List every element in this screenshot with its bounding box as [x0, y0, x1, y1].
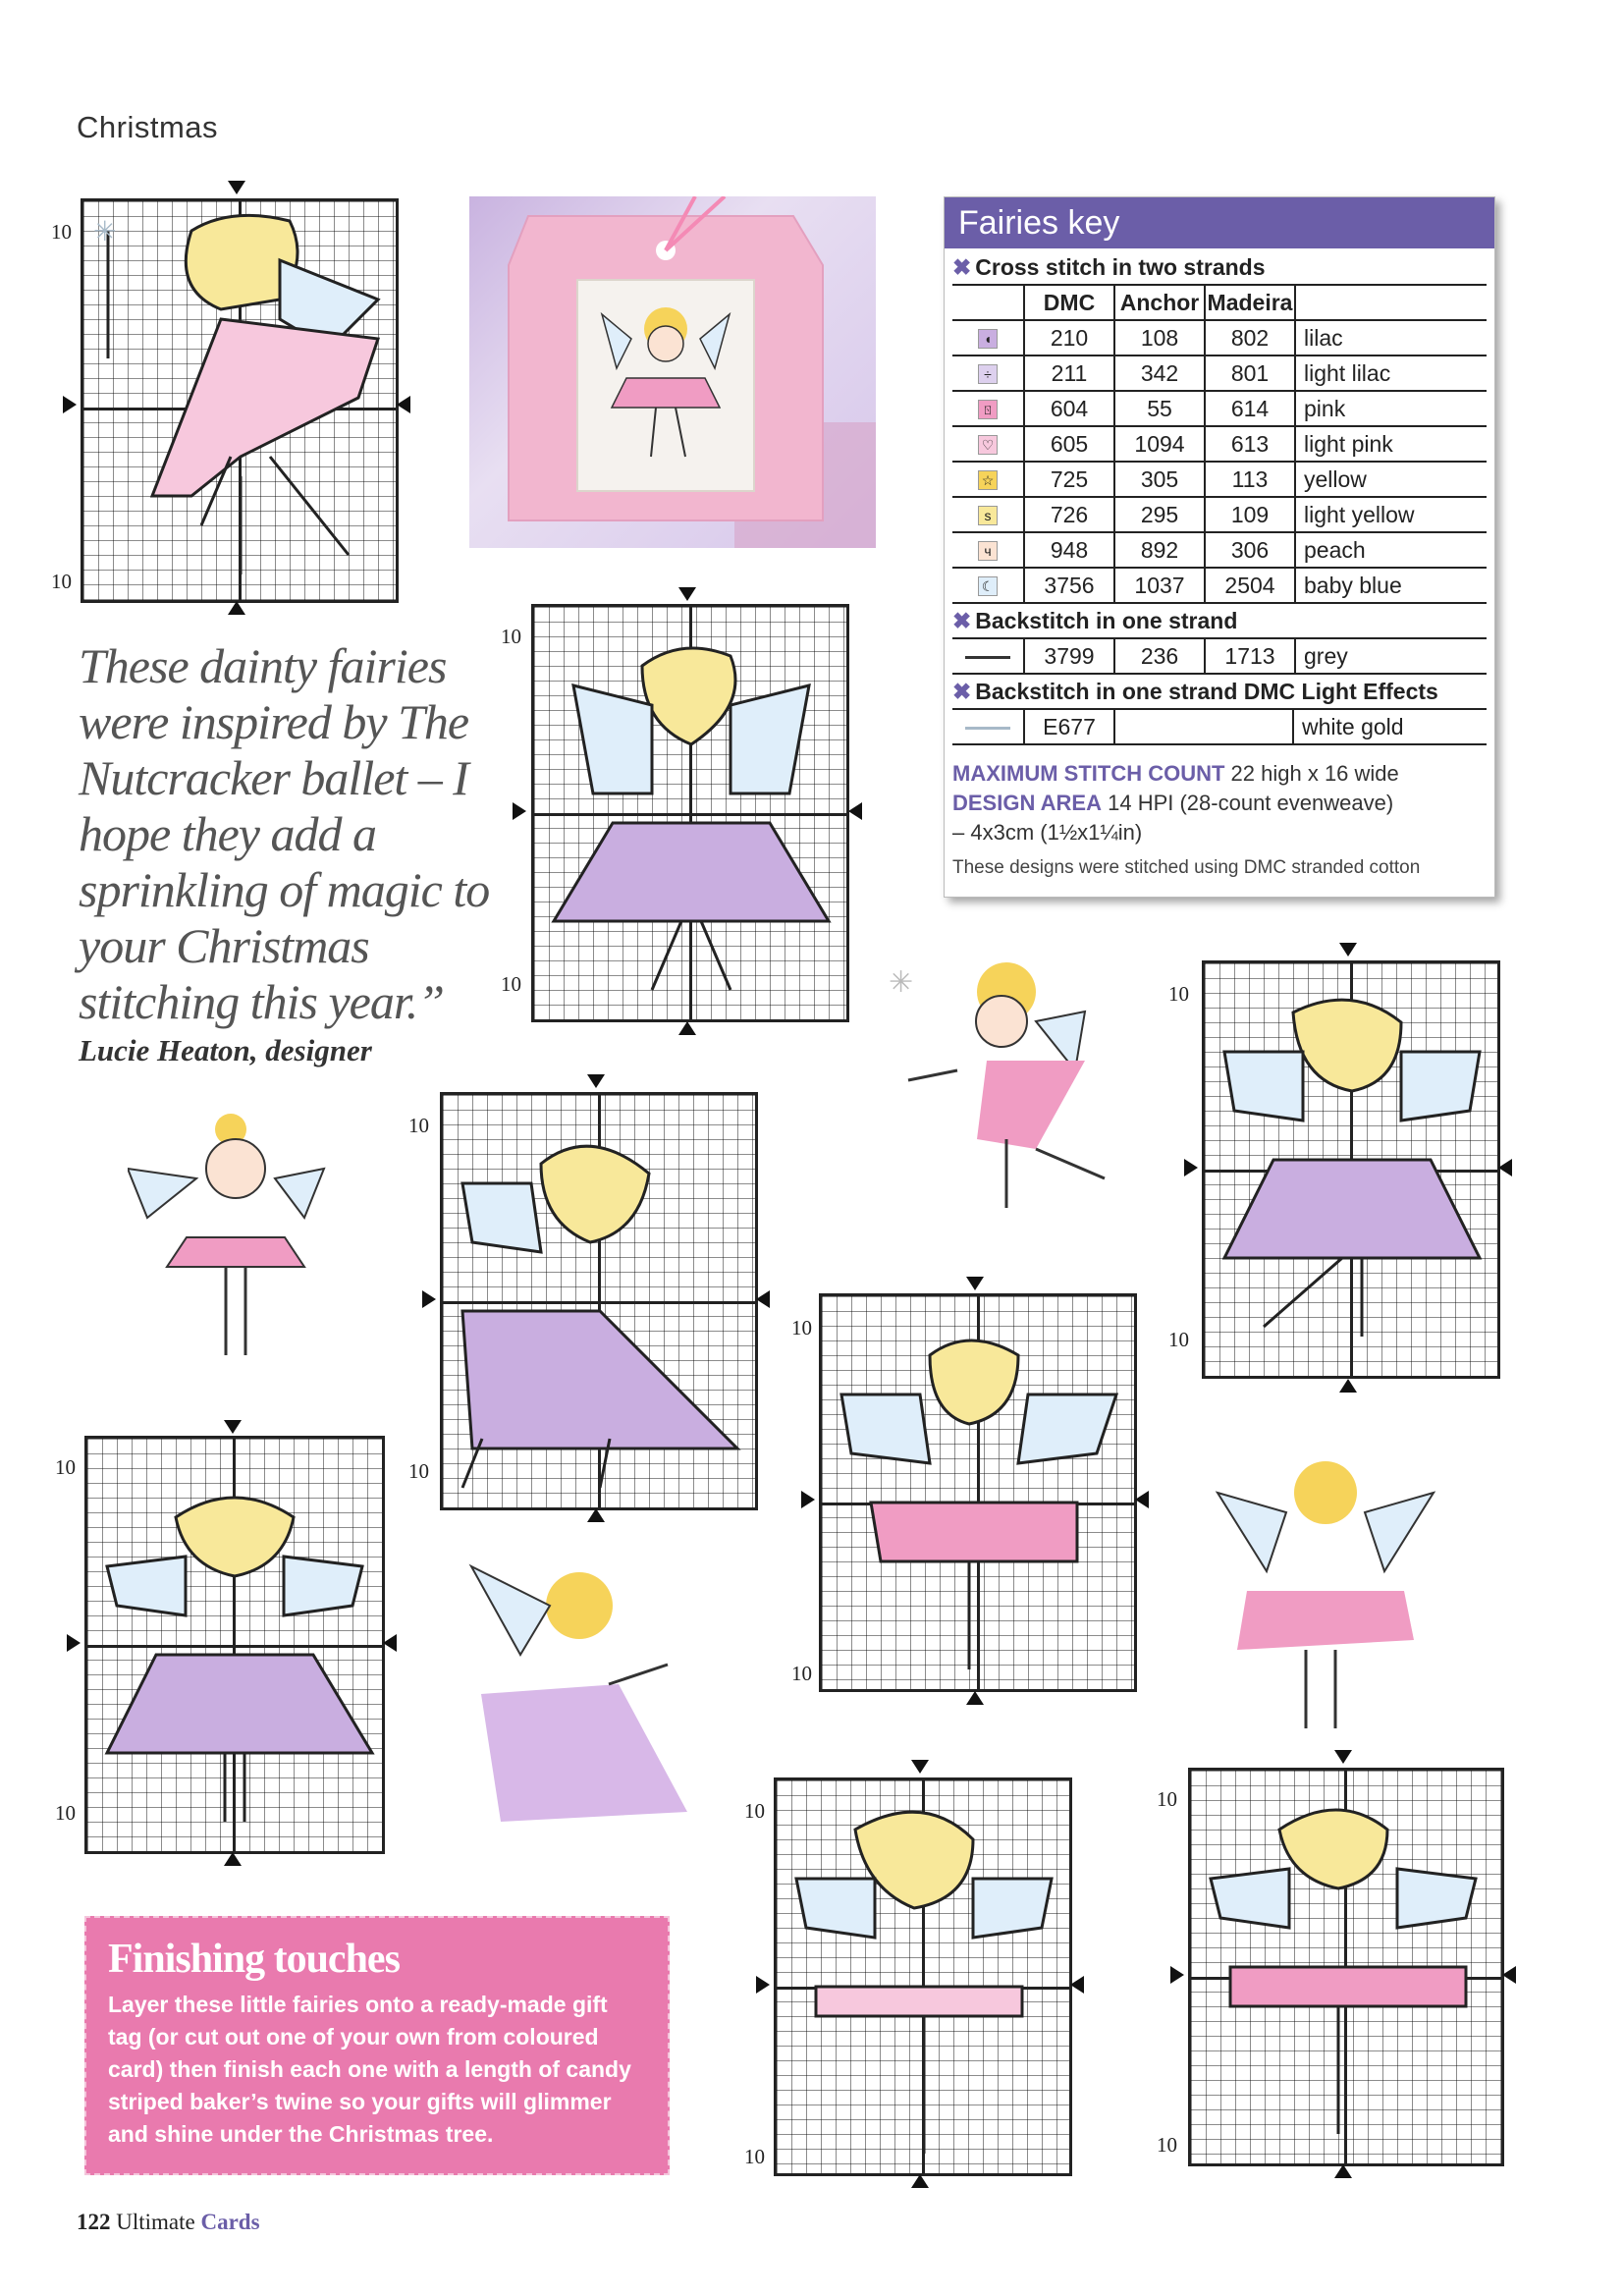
thread-row: s 726 295 109 light yellow: [952, 497, 1487, 532]
chart-4-bottom-label: 10: [408, 1459, 429, 1483]
thread-row: ◖ 210 108 802 lilac: [952, 320, 1487, 355]
chart-2-bottom-label: 10: [501, 972, 521, 996]
chart-3-center-marker-top: [1339, 943, 1357, 957]
thread-row: ч 948 892 306 peach: [952, 532, 1487, 568]
chart-5-bottom-label: 10: [791, 1662, 812, 1685]
fairy-motif-4: [443, 1095, 755, 1507]
fairy-motif-1: [83, 201, 396, 600]
chart-5-center-marker-bottom: [966, 1691, 984, 1705]
fairy-illustration-4: [1208, 1434, 1443, 1738]
cross-stitch-chart-6: [84, 1436, 385, 1854]
chart-6-center-marker-top: [224, 1420, 242, 1434]
chart-7-bottom-label: 10: [744, 2145, 765, 2168]
tag-illustration: [469, 196, 876, 548]
chart-4-center-marker-right: [756, 1290, 770, 1308]
thread-symbol-icon: ч: [978, 541, 998, 561]
chart-6-center-marker-left: [67, 1634, 81, 1652]
cross-stitch-chart-2: [531, 604, 849, 1022]
backstitch-heading: ✖ Backstitch in one strand: [952, 604, 1487, 639]
chart-5-center-marker-top: [966, 1277, 984, 1290]
thread-row: ☾ 3756 1037 2504 baby blue: [952, 568, 1487, 603]
chart-8-center-marker-bottom: [1334, 2164, 1352, 2178]
stitched-tag-photo: [469, 196, 876, 548]
chart-8-top-label: 10: [1157, 1787, 1177, 1811]
fairy-motif-3: [1205, 963, 1497, 1376]
thread-header-row: [952, 286, 1487, 320]
thread-row: ♡ 605 1094 613 light pink: [952, 426, 1487, 462]
chart-5-top-label: 10: [791, 1316, 812, 1339]
fairy-illustration-2: [128, 1110, 334, 1394]
light-effects-row: E677 white gold: [952, 710, 1487, 744]
fairy-motif-8: [1191, 1771, 1501, 2163]
white-gold-line-icon: [965, 727, 1010, 730]
fairy-motif-6: [87, 1439, 382, 1851]
chart-7-top-label: 10: [744, 1799, 765, 1823]
chart-2-top-label: 10: [501, 625, 521, 648]
page-footer: [77, 2210, 260, 2235]
cross-stitch-chart-3: [1202, 960, 1500, 1379]
chart-1-center-marker-bottom: [228, 601, 245, 615]
thread-row: ÷ 211 342 801 light lilac: [952, 355, 1487, 391]
thread-symbol-icon: s: [978, 506, 998, 525]
thread-symbol-icon: ㄖ: [978, 400, 998, 419]
thread-table: [952, 286, 1487, 604]
chart-8-center-marker-left: [1170, 1966, 1184, 1984]
chart-5-center-marker-left: [801, 1491, 815, 1508]
section-title: Christmas: [77, 110, 219, 144]
chart-8-center-marker-top: [1334, 1750, 1352, 1764]
stitch-stats: MAXIMUM STITCH COUNT 22 high x 16 wide DESIGN AREA 14 HPI (28-count evenweave) – 4x3cm (1½x1¼in): [952, 761, 1399, 845]
finishing-touches-box: [84, 1916, 670, 2175]
cross-stitch-chart-1: [81, 198, 399, 603]
chart-3-center-marker-right: [1498, 1159, 1512, 1176]
fairy-motif-7: [777, 1780, 1069, 2173]
thread-row: ☆ 725 305 113 yellow: [952, 462, 1487, 497]
chart-6-bottom-label: 10: [55, 1801, 76, 1825]
col-anchor: Anchor: [1114, 286, 1205, 320]
cross-stitch-heading: ✖ Cross stitch in two strands: [952, 250, 1487, 286]
chart-2-center-marker-bottom: [678, 1021, 696, 1035]
light-effects-table: [952, 710, 1487, 745]
finishing-text: Layer these little fairies onto a ready-made gift tag (or cut out one of your own from coloured card) then finish each one with a length of candy striped baker’s twine so your gifts will glimmer and shine under the Christmas tree.: [108, 1992, 631, 2147]
chart-3-bottom-label: 10: [1168, 1328, 1189, 1351]
chart-5-center-marker-right: [1135, 1491, 1149, 1508]
chart-1-center-marker-left: [63, 396, 77, 413]
chart-2-center-marker-left: [513, 802, 526, 820]
cross-stitch-chart-8: [1188, 1768, 1504, 2166]
fairy-illustration-3: [461, 1547, 687, 1861]
chart-6-center-marker-bottom: [224, 1852, 242, 1866]
chart-7-center-marker-right: [1070, 1976, 1084, 1994]
chart-6-top-label: 10: [55, 1455, 76, 1479]
magazine-name: Ultimate: [116, 2210, 195, 2234]
cross-stitch-chart-7: [774, 1777, 1072, 2176]
thread-symbol-icon: ÷: [978, 364, 998, 384]
finishing-title: Finishing touches: [108, 1937, 400, 1982]
light-effects-heading: ✖ Backstitch in one strand DMC Light Effects: [952, 675, 1487, 710]
chart-3-center-marker-left: [1184, 1159, 1198, 1176]
chart-4-center-marker-top: [587, 1074, 605, 1088]
cross-stitch-chart-4: [440, 1092, 758, 1510]
chart-1-center-marker-top: [228, 181, 245, 194]
chart-7-center-marker-top: [911, 1760, 929, 1774]
chart-4-center-marker-bottom: [587, 1508, 605, 1522]
backstitch-row: 3799 236 1713 grey: [952, 639, 1487, 674]
thread-symbol-icon: ☆: [978, 470, 998, 490]
svg-text:✳: ✳: [93, 216, 117, 246]
col-madeira: Madeira: [1205, 286, 1295, 320]
chart-2-center-marker-top: [678, 587, 696, 601]
fairies-key: [944, 196, 1495, 898]
chart-4-top-label: 10: [408, 1114, 429, 1137]
chart-7-center-marker-bottom: [911, 2174, 929, 2188]
chart-3-top-label: 10: [1168, 982, 1189, 1006]
cross-stitch-chart-5: [819, 1293, 1137, 1692]
chart-1-top-label: 10: [51, 220, 72, 244]
chart-8-bottom-label: 10: [1157, 2133, 1177, 2157]
thread-symbol-icon: ◖: [978, 329, 998, 349]
grey-line-icon: [965, 656, 1010, 659]
chart-4-center-marker-left: [422, 1290, 436, 1308]
chart-8-center-marker-right: [1502, 1966, 1516, 1984]
fairy-illustration-1: [889, 953, 1124, 1218]
key-note: These designs were stitched using DMC stranded cotton: [952, 857, 1421, 878]
chart-1-center-marker-right: [397, 396, 410, 413]
chart-2-center-marker-right: [848, 802, 862, 820]
chart-1-bottom-label: 10: [51, 570, 72, 593]
page-number: 122: [77, 2210, 111, 2234]
thread-symbol-icon: ☾: [978, 576, 998, 596]
fairy-motif-2: [534, 607, 846, 1019]
chart-7-center-marker-left: [756, 1976, 770, 1994]
chart-6-center-marker-right: [383, 1634, 397, 1652]
col-dmc: DMC: [1024, 286, 1114, 320]
quote-author: Lucie Heaton, designer: [79, 1033, 372, 1067]
thread-row: ㄖ 604 55 614 pink: [952, 391, 1487, 426]
magazine-section: Cards: [200, 2210, 260, 2234]
designer-quote: These dainty fairies were inspired by The Nutcracker ballet – I hope they add a sprinkling of magic to your Christmas stitching this year.”: [79, 638, 490, 1029]
backstitch-table: [952, 639, 1487, 675]
fairy-motif-5: [822, 1296, 1134, 1689]
thread-symbol-icon: ♡: [978, 435, 998, 455]
svg-text:✳: ✳: [889, 966, 914, 999]
key-title: Fairies key: [945, 197, 1494, 248]
chart-3-center-marker-bottom: [1339, 1379, 1357, 1393]
